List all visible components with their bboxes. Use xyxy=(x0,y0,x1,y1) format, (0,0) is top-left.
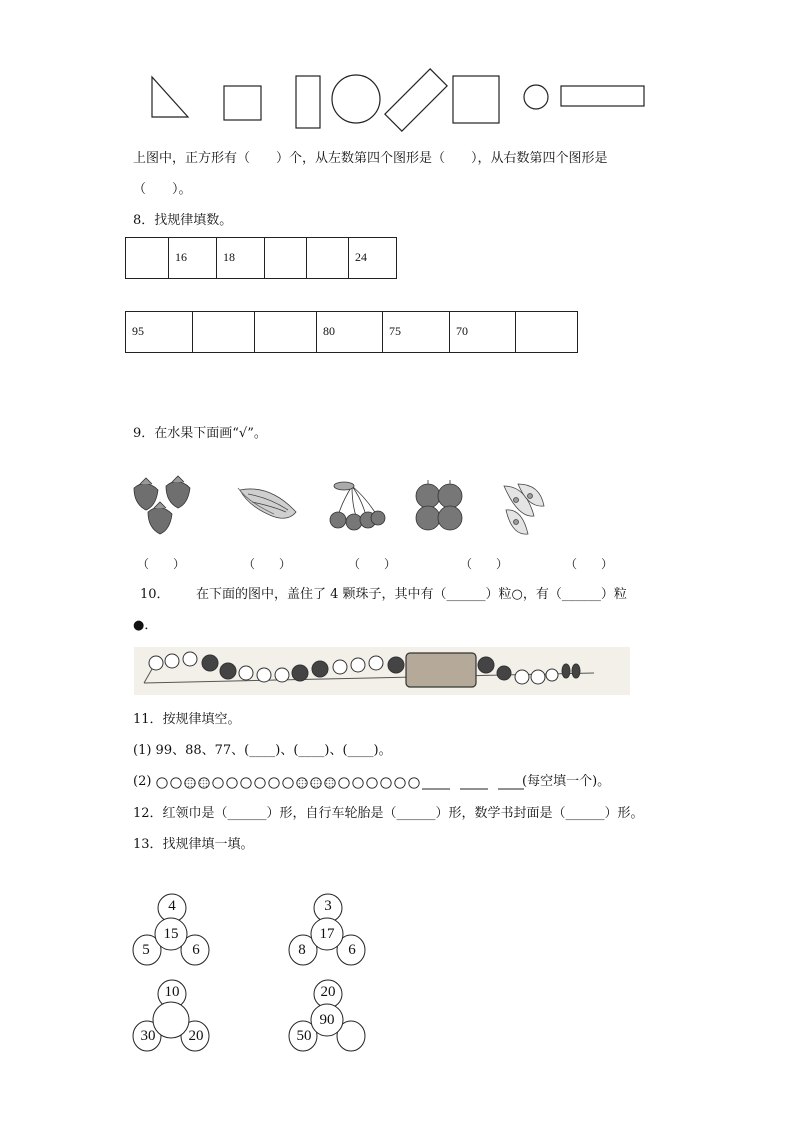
q8-row2-cell: 75 xyxy=(382,311,450,353)
flower-left-number: 30 xyxy=(140,1028,156,1044)
q9-answer-paren[interactable]: （ ） xyxy=(243,557,292,571)
q8-row1-cell: 24 xyxy=(348,237,397,279)
q8-row2-cell: 80 xyxy=(316,311,383,353)
corn-icon xyxy=(238,488,296,518)
strawberry-icon xyxy=(134,476,190,534)
q8-row1-cell[interactable] xyxy=(125,237,169,279)
square-shape xyxy=(224,86,261,120)
q9-answer-paren[interactable]: （ ） xyxy=(137,557,186,571)
triangle-shape xyxy=(152,77,188,117)
q10-text: 在下面的图中，盖住了 4 颗珠子，其中有（______）粒○，有（______）粒 xyxy=(196,587,627,602)
flower-left-number: 8 xyxy=(298,942,306,958)
flower-right-number: 20 xyxy=(188,1028,204,1044)
q13-title: 13．找规律填一填。 xyxy=(133,837,254,852)
apple-icon xyxy=(416,480,462,530)
q9-answer-paren[interactable]: （ ） xyxy=(565,557,614,571)
q7-text-line2: （ ）。 xyxy=(133,182,192,197)
q11-title: 11．按规律填空。 xyxy=(133,712,241,727)
q8-row1-cell: 16 xyxy=(168,237,217,279)
flower-top-number: 3 xyxy=(324,898,332,914)
q7-text-line1: 上图中，正方形有（ ）个，从左数第四个图形是（ ），从右数第四个图形是 xyxy=(133,151,608,166)
q11-line2-suffix: (每空填一个)。 xyxy=(522,774,611,789)
large-circle-shape xyxy=(332,75,380,123)
q8-title: 8．找规律填数。 xyxy=(133,213,233,228)
flower-right-number: 6 xyxy=(192,942,200,958)
flower-top-number: 10 xyxy=(164,984,180,1000)
q8-row2-cell[interactable] xyxy=(254,311,317,353)
q9-answer-paren[interactable]: （ ） xyxy=(348,557,397,571)
q10-number: 10． xyxy=(140,587,170,602)
flower-diagram xyxy=(286,892,368,970)
flower-center-number: 15 xyxy=(163,926,179,942)
q12-text: 12．红领巾是（______）形，自行车轮胎是（______）形，数学书封面是（______）形。 xyxy=(133,806,644,821)
large-square-shape xyxy=(453,76,499,123)
tall-rectangle-shape xyxy=(296,76,320,128)
q8-row2-cell[interactable] xyxy=(192,311,255,353)
q9-title: 9．在水果下面画“√”。 xyxy=(133,426,267,441)
q8-row1-cell: 18 xyxy=(216,237,265,279)
q9-answer-paren[interactable]: （ ） xyxy=(460,557,509,571)
q8-row2-cell[interactable] xyxy=(515,311,578,353)
q8-row2-cell: 70 xyxy=(449,311,516,353)
flower-diagram xyxy=(286,978,368,1056)
cherry-icon xyxy=(330,482,385,530)
q10-tail: ●． xyxy=(133,618,158,633)
wide-rectangle-shape xyxy=(561,86,644,106)
flower-top-number: 20 xyxy=(320,984,336,1000)
pea-icon xyxy=(504,484,544,534)
flower-top-number: 4 xyxy=(168,898,176,914)
bead-cover-box xyxy=(406,653,476,687)
q11-line1: (1) 99、88、77、(____)、(____)、(____)。 xyxy=(133,743,392,758)
beads-figure xyxy=(134,647,630,695)
flower-left-number: 5 xyxy=(142,942,150,958)
fruit-pictures xyxy=(120,470,560,540)
flower-diagram xyxy=(130,978,212,1056)
flower-center-number: 17 xyxy=(319,926,335,942)
q11-circle-pattern xyxy=(154,773,534,793)
flower-left-number: 50 xyxy=(296,1028,312,1044)
flower-center-number: 90 xyxy=(319,1012,335,1028)
flower-right-number: 6 xyxy=(348,942,356,958)
q11-line2-prefix: (2) xyxy=(133,774,152,789)
shapes-figure xyxy=(0,0,794,140)
q8-row1-cell[interactable] xyxy=(306,237,349,279)
flower-diagram xyxy=(130,892,212,970)
tilted-rectangle-shape xyxy=(385,69,447,131)
small-circle-shape xyxy=(524,85,548,109)
q8-row1-cell[interactable] xyxy=(264,237,307,279)
q8-row2-cell: 95 xyxy=(125,311,193,353)
